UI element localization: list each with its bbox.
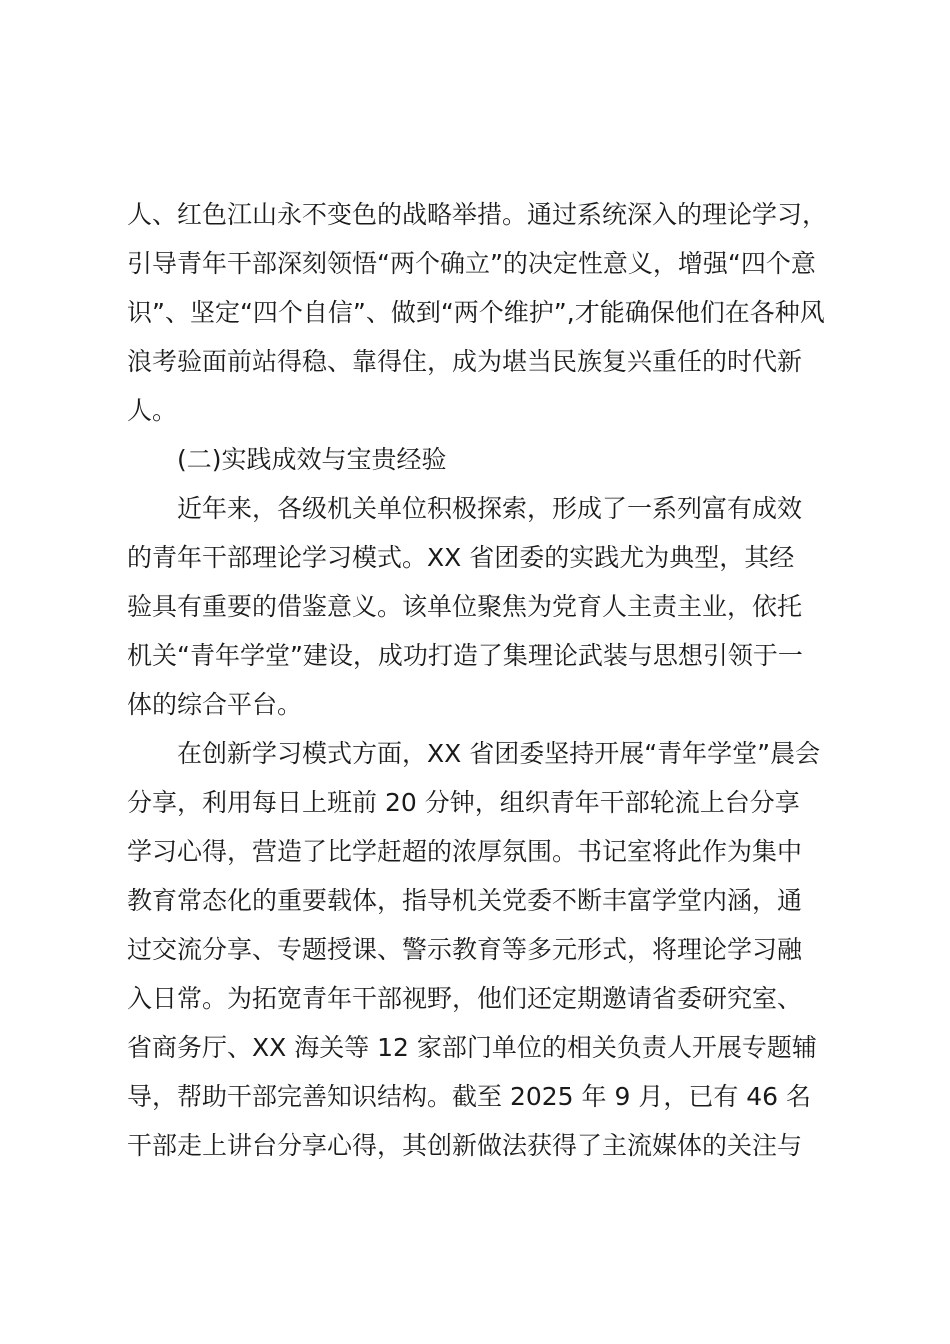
body-line: 引导青年干部深刻领悟“两个确立”的决定性意义，增强“四个意 xyxy=(127,249,816,278)
body-line: 验具有重要的借鉴意义。该单位聚焦为党育人主责主业，依托 xyxy=(127,592,803,621)
document-body xyxy=(127,190,827,1170)
body-line: 导，帮助干部完善知识结构。截至 2025 年 9 月，已有 46 名 xyxy=(127,1082,812,1111)
body-line: 干部走上讲台分享心得，其创新做法获得了主流媒体的关注与 xyxy=(127,1131,803,1160)
body-line: 体的综合平台。 xyxy=(127,690,303,719)
body-line: 分享，利用每日上班前 20 分钟，组织青年干部轮流上台分享 xyxy=(127,788,800,817)
body-line: 人、红色江山永不变色的战略举措。通过系统深入的理论学习， xyxy=(127,200,828,229)
body-line: 人。 xyxy=(127,396,178,425)
body-line: 入日常。为拓宽青年干部视野，他们还定期邀请省委研究室、 xyxy=(127,984,803,1013)
body-line: 教育常态化的重要载体，指导机关党委不断丰富学堂内涵，通 xyxy=(127,886,803,915)
body-line: 机关“青年学堂”建设，成功打造了集理论武装与思想引领于一 xyxy=(127,641,803,670)
body-line: 近年来，各级机关单位积极探索，形成了一系列富有成效 xyxy=(177,494,803,523)
body-line: 学习心得，营造了比学赶超的浓厚氛围。书记室将此作为集中 xyxy=(127,837,803,866)
body-line: 在创新学习模式方面，XX 省团委坚持开展“青年学堂”晨会 xyxy=(177,739,821,768)
section-heading: (二)实践成效与宝贵经验 xyxy=(177,445,447,474)
body-line: 的青年干部理论学习模式。XX 省团委的实践尤为典型，其经 xyxy=(127,543,795,572)
body-line: 识”、坚定“四个自信”、做到“两个维护”,才能确保他们在各种风 xyxy=(127,298,825,327)
body-line: 浪考验面前站得稳、靠得住，成为堪当民族复兴重任的时代新 xyxy=(127,347,803,376)
body-line: 省商务厅、XX 海关等 12 家部门单位的相关负责人开展专题辅 xyxy=(127,1033,817,1062)
body-line: 过交流分享、专题授课、警示教育等多元形式，将理论学习融 xyxy=(127,935,803,964)
